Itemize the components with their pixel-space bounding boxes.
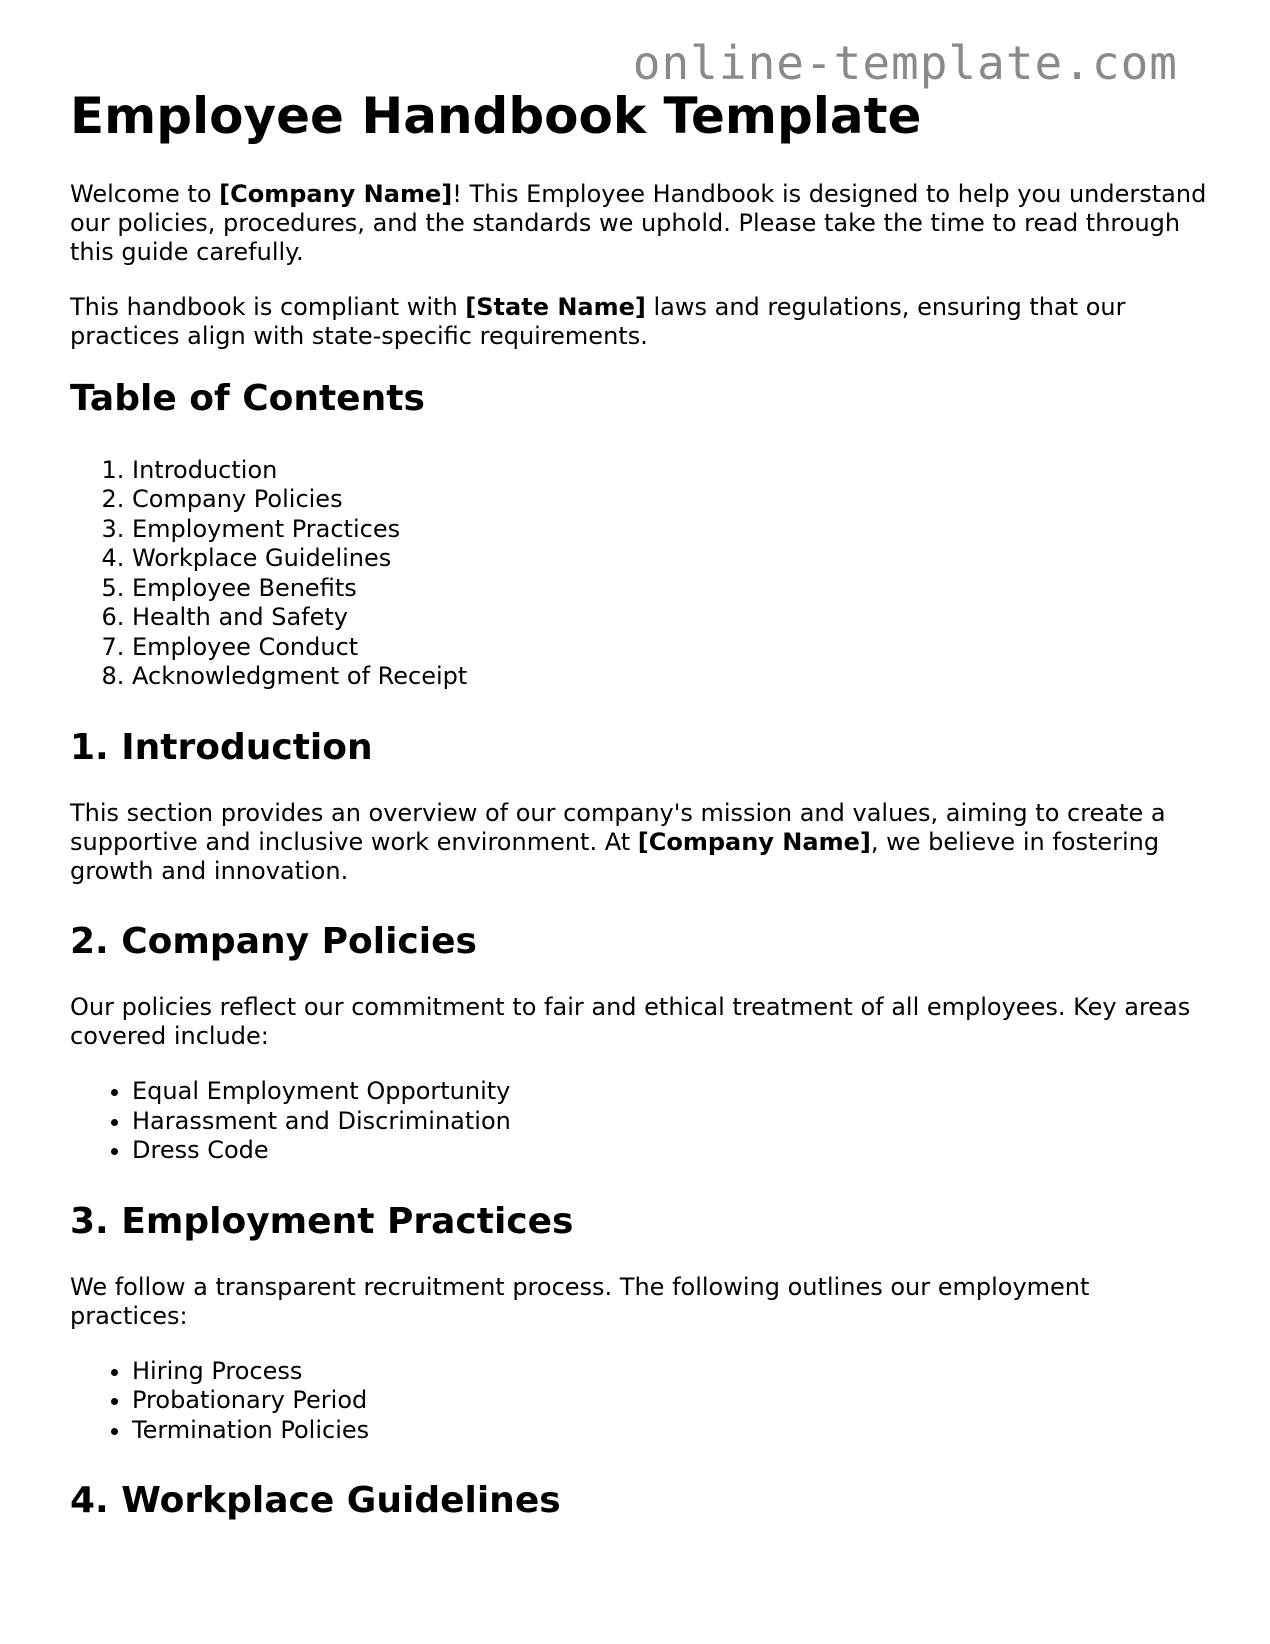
- section-text-introduction: [70, 799, 1210, 886]
- toc-item: 5. Employee Benefits: [132, 574, 1210, 604]
- list-item: • Equal Employment Opportunity: [132, 1077, 1210, 1107]
- intro-text: This handbook is compliant with: [70, 292, 466, 321]
- section-heading-workplace-guidelines: 4. Workplace Guidelines: [70, 1480, 561, 1522]
- section-heading-company-policies: 2. Company Policies: [70, 920, 477, 962]
- employment-practices-list: [70, 1357, 1210, 1446]
- toc-item: 3. Employment Practices: [132, 515, 1210, 545]
- list-item: • Probationary Period: [132, 1386, 1210, 1416]
- state-name-placeholder: [State Name]: [465, 292, 646, 321]
- list-item: • Harassment and Discrimination: [132, 1107, 1210, 1137]
- section-text: This section provides an overview of our company's mission and values, aiming to create a supportive and inclusive work environment. At: [70, 798, 1166, 856]
- list-item: • Hiring Process: [132, 1357, 1210, 1387]
- intro-text: ! This Employee Handbook is designed to help you understand our policies, procedures, and the standards we uphold. Please take the time to read through this guide carefully.: [70, 179, 1207, 266]
- section-heading-employment-practices: 3. Employment Practices: [70, 1200, 574, 1242]
- intro-paragraph-compliance: [70, 293, 1210, 351]
- toc-item: 7. Employee Conduct: [132, 633, 1210, 663]
- intro-text: Welcome to: [70, 179, 220, 208]
- toc-item: 2. Company Policies: [132, 485, 1210, 515]
- toc-heading: Table of Contents: [70, 377, 425, 419]
- toc-item: 8. Acknowledgment of Receipt: [132, 662, 1210, 692]
- company-name-placeholder: [Company Name]: [219, 179, 453, 208]
- toc-item: 1. Introduction: [132, 456, 1210, 486]
- toc-item: 4. Workplace Guidelines: [132, 544, 1210, 574]
- document-title: Employee Handbook Template: [70, 87, 922, 145]
- watermark: online-template.com: [632, 36, 1178, 90]
- toc-list: [70, 456, 1210, 692]
- section-heading-introduction: 1. Introduction: [70, 726, 373, 768]
- document-page: [70, 88, 1210, 1552]
- section-text: , we believe in fostering growth and innovation.: [70, 827, 1160, 885]
- section-text-employment-practices: We follow a transparent recruitment process. The following outlines our employment practices:: [70, 1272, 1090, 1330]
- intro-text: laws and regulations, ensuring that our practices align with state-specific requirements.: [70, 292, 1126, 350]
- company-policies-list: [70, 1077, 1210, 1166]
- list-item: • Dress Code: [132, 1136, 1210, 1166]
- company-name-placeholder: [Company Name]: [637, 827, 871, 856]
- toc-item: 6. Health and Safety: [132, 603, 1210, 633]
- intro-paragraph-welcome: [70, 180, 1210, 267]
- section-text-company-policies: Our policies reflect our commitment to fair and ethical treatment of all employees. Key areas covered include:: [70, 993, 1191, 1051]
- list-item: • Termination Policies: [132, 1416, 1210, 1446]
